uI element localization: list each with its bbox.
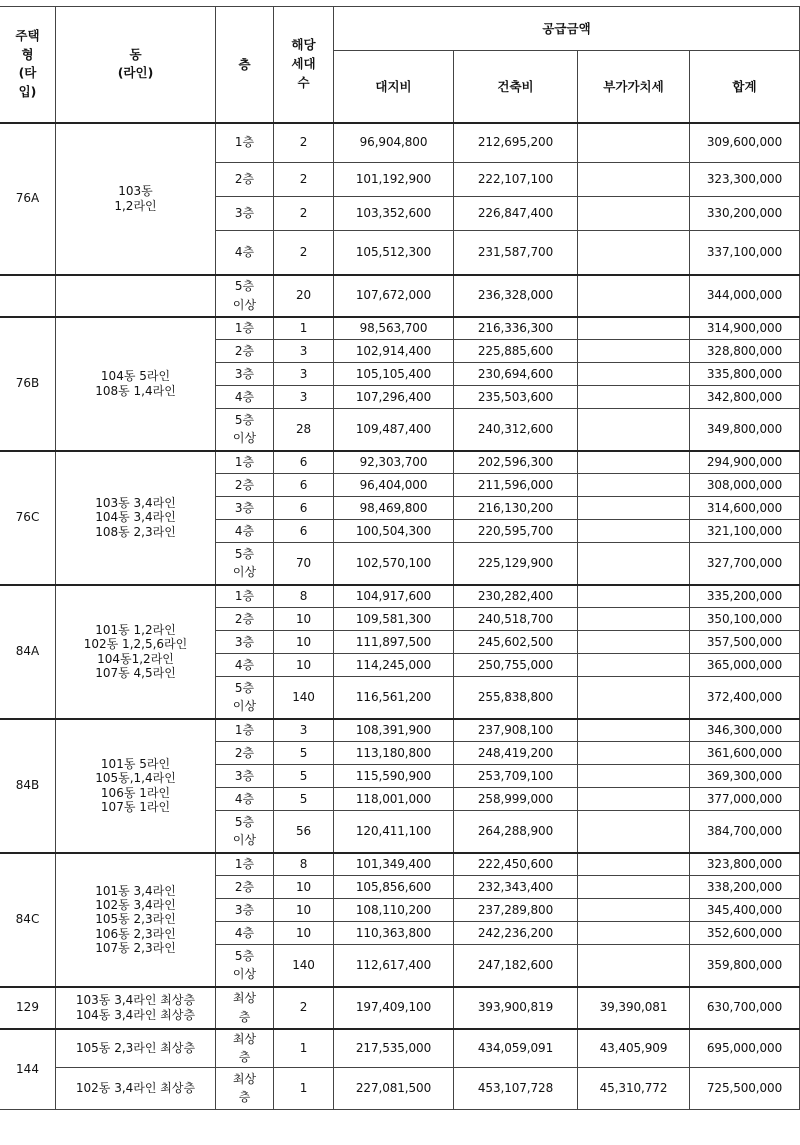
unit-count-cell: 140 [274,945,334,987]
floor-cell: 3층 [216,631,274,654]
vat-cell [578,922,690,945]
vat-cell [578,765,690,788]
vat-cell [578,409,690,451]
vat-cell [578,363,690,386]
table-row [0,1029,800,1068]
floor-cell: 1층 [216,123,274,163]
vat-cell [578,876,690,899]
vat-cell [578,231,690,275]
vat-cell [578,543,690,585]
total-cell: 345,400,000 [690,899,800,922]
dong-line-cell: 105동 2,3라인 최상층 [56,1029,216,1068]
unit-count-cell: 2 [274,987,334,1029]
house-type-cell: 84C [0,853,56,987]
land-cost-cell: 110,363,800 [334,922,454,945]
house-type-cell: 84B [0,719,56,853]
land-cost-cell: 100,504,300 [334,520,454,543]
building-cost-cell: 231,587,700 [454,231,578,275]
floor-cell: 1층 [216,853,274,876]
building-cost-cell: 240,518,700 [454,608,578,631]
table-row [0,451,800,474]
total-cell: 357,500,000 [690,631,800,654]
unit-count-cell: 6 [274,451,334,474]
building-cost-cell: 258,999,000 [454,788,578,811]
total-cell: 335,800,000 [690,363,800,386]
unit-count-cell: 8 [274,853,334,876]
total-cell: 314,600,000 [690,497,800,520]
floor-cell: 3층 [216,197,274,231]
unit-count-cell: 2 [274,163,334,197]
vat-cell [578,275,690,317]
vat-cell [578,497,690,520]
header-dong-line: 동 (라인) [56,7,216,123]
vat-cell: 43,405,909 [578,1029,690,1068]
unit-count-cell: 2 [274,123,334,163]
vat-cell [578,853,690,876]
floor-cell: 5층 이상 [216,945,274,987]
land-cost-cell: 105,856,600 [334,876,454,899]
dong-line-cell: 101동 5라인 105동,1,4라인 106동 1라인 107동 1라인 [56,719,216,853]
land-cost-cell: 96,404,000 [334,474,454,497]
land-cost-cell: 111,897,500 [334,631,454,654]
land-cost-cell: 105,105,400 [334,363,454,386]
floor-cell: 4층 [216,922,274,945]
header-floor: 층 [216,7,274,123]
building-cost-cell: 225,129,900 [454,543,578,585]
land-cost-cell: 197,409,100 [334,987,454,1029]
floor-cell: 2층 [216,340,274,363]
table-row [0,719,800,742]
total-cell: 359,800,000 [690,945,800,987]
building-cost-cell: 235,503,600 [454,386,578,409]
total-cell: 323,800,000 [690,853,800,876]
floor-cell: 1층 [216,719,274,742]
building-cost-cell: 230,694,600 [454,363,578,386]
building-cost-cell: 236,328,000 [454,275,578,317]
unit-count-cell: 6 [274,474,334,497]
vat-cell [578,197,690,231]
vat-cell [578,386,690,409]
vat-cell [578,677,690,719]
land-cost-cell: 101,192,900 [334,163,454,197]
unit-count-cell: 10 [274,608,334,631]
unit-count-cell: 56 [274,811,334,853]
vat-cell [578,474,690,497]
building-cost-cell: 222,107,100 [454,163,578,197]
dong-line-cell: 103동 3,4라인 최상층 104동 3,4라인 최상층 [56,987,216,1029]
vat-cell [578,585,690,608]
header-land-cost: 대지비 [334,51,454,123]
land-cost-cell: 107,672,000 [334,275,454,317]
building-cost-cell: 453,107,728 [454,1067,578,1109]
floor-cell: 5층 이상 [216,811,274,853]
total-cell: 337,100,000 [690,231,800,275]
building-cost-cell: 212,695,200 [454,123,578,163]
floor-cell: 5층 이상 [216,275,274,317]
floor-cell: 1층 [216,451,274,474]
building-cost-cell: 247,182,600 [454,945,578,987]
unit-count-cell: 10 [274,899,334,922]
land-cost-cell: 98,469,800 [334,497,454,520]
floor-cell: 4층 [216,788,274,811]
unit-count-cell: 6 [274,497,334,520]
floor-cell: 2층 [216,608,274,631]
vat-cell [578,742,690,765]
building-cost-cell: 226,847,400 [454,197,578,231]
total-cell: 372,400,000 [690,677,800,719]
header-vat: 부가가치세 [578,51,690,123]
total-cell: 330,200,000 [690,197,800,231]
building-cost-cell: 250,755,000 [454,654,578,677]
land-cost-cell: 109,487,400 [334,409,454,451]
total-cell: 365,000,000 [690,654,800,677]
floor-cell: 4층 [216,520,274,543]
land-cost-cell: 115,590,900 [334,765,454,788]
building-cost-cell: 253,709,100 [454,765,578,788]
floor-cell: 3층 [216,363,274,386]
total-cell: 361,600,000 [690,742,800,765]
total-cell: 342,800,000 [690,386,800,409]
floor-cell: 3층 [216,765,274,788]
vat-cell [578,719,690,742]
header-unit-count: 해당 세대 수 [274,7,334,123]
floor-cell: 3층 [216,497,274,520]
floor-cell: 2층 [216,742,274,765]
table-row [0,123,800,163]
total-cell: 321,100,000 [690,520,800,543]
floor-cell: 2층 [216,876,274,899]
total-cell: 323,300,000 [690,163,800,197]
building-cost-cell: 393,900,819 [454,987,578,1029]
land-cost-cell: 92,303,700 [334,451,454,474]
total-cell: 630,700,000 [690,987,800,1029]
dong-line-cell [56,275,216,317]
land-cost-cell: 217,535,000 [334,1029,454,1068]
floor-cell: 4층 [216,231,274,275]
floor-cell: 최상 층 [216,1067,274,1109]
table-row [0,275,800,317]
floor-cell: 1층 [216,317,274,340]
unit-count-cell: 10 [274,631,334,654]
building-cost-cell: 237,908,100 [454,719,578,742]
unit-count-cell: 28 [274,409,334,451]
unit-count-cell: 5 [274,742,334,765]
unit-count-cell: 2 [274,231,334,275]
table-row [0,585,800,608]
land-cost-cell: 227,081,500 [334,1067,454,1109]
unit-count-cell: 10 [274,876,334,899]
total-cell: 308,000,000 [690,474,800,497]
unit-count-cell: 3 [274,719,334,742]
land-cost-cell: 108,110,200 [334,899,454,922]
dong-line-cell: 103동 3,4라인 104동 3,4라인 108동 2,3라인 [56,451,216,585]
dong-line-cell: 101동 1,2라인 102동 1,2,5,6라인 104동1,2라인 107동 4,5라인 [56,585,216,719]
house-type-cell: 84A [0,585,56,719]
house-type-cell: 144 [0,1029,56,1110]
land-cost-cell: 116,561,200 [334,677,454,719]
total-cell: 695,000,000 [690,1029,800,1068]
land-cost-cell: 96,904,800 [334,123,454,163]
land-cost-cell: 102,570,100 [334,543,454,585]
house-type-cell: 129 [0,987,56,1029]
land-cost-cell: 98,563,700 [334,317,454,340]
floor-cell: 5층 이상 [216,409,274,451]
unit-count-cell: 3 [274,363,334,386]
vat-cell [578,608,690,631]
floor-cell: 5층 이상 [216,543,274,585]
table-row [0,1067,800,1109]
vat-cell [578,123,690,163]
building-cost-cell: 237,289,800 [454,899,578,922]
land-cost-cell: 109,581,300 [334,608,454,631]
land-cost-cell: 114,245,000 [334,654,454,677]
vat-cell [578,811,690,853]
building-cost-cell: 222,450,600 [454,853,578,876]
total-cell: 327,700,000 [690,543,800,585]
dong-line-cell: 103동 1,2라인 [56,123,216,275]
header-building-cost: 건축비 [454,51,578,123]
header-supply-amount: 공급금액 [334,7,800,51]
building-cost-cell: 220,595,700 [454,520,578,543]
total-cell: 309,600,000 [690,123,800,163]
floor-cell: 2층 [216,474,274,497]
unit-count-cell: 1 [274,1029,334,1068]
vat-cell [578,340,690,363]
house-type-cell [0,275,56,317]
table-row [0,853,800,876]
building-cost-cell: 245,602,500 [454,631,578,654]
vat-cell [578,163,690,197]
unit-count-cell: 3 [274,340,334,363]
building-cost-cell: 232,343,400 [454,876,578,899]
floor-cell: 4층 [216,386,274,409]
building-cost-cell: 242,236,200 [454,922,578,945]
building-cost-cell: 216,130,200 [454,497,578,520]
land-cost-cell: 118,001,000 [334,788,454,811]
total-cell: 384,700,000 [690,811,800,853]
vat-cell [578,654,690,677]
floor-cell: 1층 [216,585,274,608]
building-cost-cell: 211,596,000 [454,474,578,497]
building-cost-cell: 216,336,300 [454,317,578,340]
land-cost-cell: 105,512,300 [334,231,454,275]
vat-cell [578,788,690,811]
floor-cell: 최상 층 [216,987,274,1029]
dong-line-cell: 104동 5라인 108동 1,4라인 [56,317,216,451]
unit-count-cell: 10 [274,922,334,945]
building-cost-cell: 255,838,800 [454,677,578,719]
unit-count-cell: 140 [274,677,334,719]
total-cell: 349,800,000 [690,409,800,451]
total-cell: 328,800,000 [690,340,800,363]
land-cost-cell: 120,411,100 [334,811,454,853]
floor-cell: 4층 [216,654,274,677]
dong-line-cell: 102동 3,4라인 최상층 [56,1067,216,1109]
unit-count-cell: 20 [274,275,334,317]
floor-cell: 2층 [216,163,274,197]
building-cost-cell: 264,288,900 [454,811,578,853]
vat-cell [578,451,690,474]
building-cost-cell: 202,596,300 [454,451,578,474]
vat-cell [578,631,690,654]
unit-count-cell: 6 [274,520,334,543]
total-cell: 725,500,000 [690,1067,800,1109]
unit-count-cell: 1 [274,1067,334,1109]
building-cost-cell: 225,885,600 [454,340,578,363]
land-cost-cell: 102,914,400 [334,340,454,363]
vat-cell [578,899,690,922]
total-cell: 350,100,000 [690,608,800,631]
land-cost-cell: 101,349,400 [334,853,454,876]
vat-cell: 45,310,772 [578,1067,690,1109]
land-cost-cell: 104,917,600 [334,585,454,608]
supply-price-table [0,6,800,1110]
unit-count-cell: 3 [274,386,334,409]
house-type-cell: 76C [0,451,56,585]
header-house-type: 주택 형 (타 입) [0,7,56,123]
building-cost-cell: 434,059,091 [454,1029,578,1068]
vat-cell [578,945,690,987]
total-cell: 377,000,000 [690,788,800,811]
table-row [0,317,800,340]
unit-count-cell: 70 [274,543,334,585]
unit-count-cell: 2 [274,197,334,231]
land-cost-cell: 107,296,400 [334,386,454,409]
total-cell: 335,200,000 [690,585,800,608]
table-row [0,987,800,1029]
unit-count-cell: 5 [274,765,334,788]
total-cell: 346,300,000 [690,719,800,742]
building-cost-cell: 230,282,400 [454,585,578,608]
unit-count-cell: 1 [274,317,334,340]
total-cell: 294,900,000 [690,451,800,474]
total-cell: 352,600,000 [690,922,800,945]
vat-cell: 39,390,081 [578,987,690,1029]
header-total: 합계 [690,51,800,123]
land-cost-cell: 113,180,800 [334,742,454,765]
land-cost-cell: 103,352,600 [334,197,454,231]
floor-cell: 5층 이상 [216,677,274,719]
floor-cell: 3층 [216,899,274,922]
dong-line-cell: 101동 3,4라인 102동 3,4라인 105동 2,3라인 106동 2,3라인 107동 2,3라인 [56,853,216,987]
building-cost-cell: 248,419,200 [454,742,578,765]
unit-count-cell: 10 [274,654,334,677]
unit-count-cell: 8 [274,585,334,608]
total-cell: 314,900,000 [690,317,800,340]
total-cell: 369,300,000 [690,765,800,788]
total-cell: 344,000,000 [690,275,800,317]
vat-cell [578,520,690,543]
vat-cell [578,317,690,340]
land-cost-cell: 108,391,900 [334,719,454,742]
house-type-cell: 76A [0,123,56,275]
unit-count-cell: 5 [274,788,334,811]
floor-cell: 최상 층 [216,1029,274,1068]
building-cost-cell: 240,312,600 [454,409,578,451]
house-type-cell: 76B [0,317,56,451]
land-cost-cell: 112,617,400 [334,945,454,987]
total-cell: 338,200,000 [690,876,800,899]
